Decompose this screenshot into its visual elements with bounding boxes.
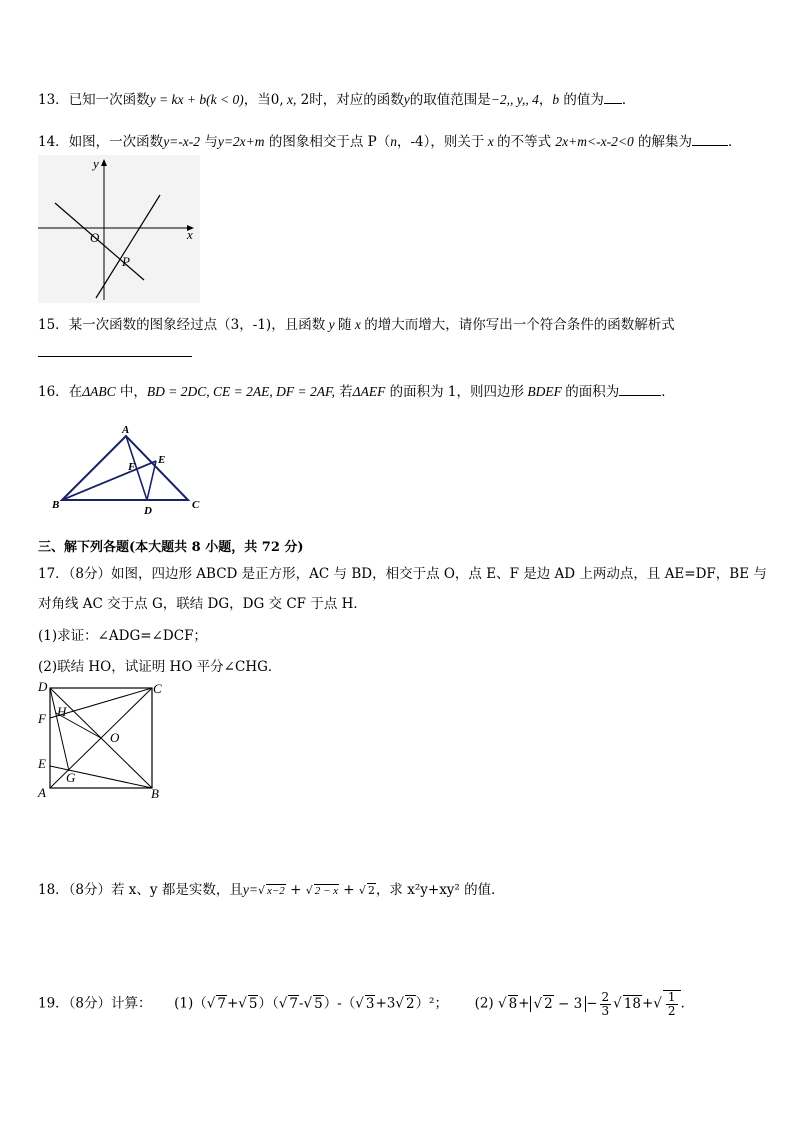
q19-b7: 7 <box>289 995 298 1012</box>
q17-label-c: C <box>153 681 162 696</box>
section-3-heading: 三、解下列各题(本大题共 8 小题，共 72 分) <box>38 540 304 555</box>
q16-label-d: D <box>144 505 152 517</box>
q19-b5: 5 <box>314 995 323 1012</box>
q16-figure <box>48 420 208 518</box>
q16-cond: BD = 2DC, CE = 2AE, DF = 2AF, <box>146 384 335 399</box>
q17-label-g: G <box>66 770 76 785</box>
q16-label-e: E <box>158 454 166 466</box>
q19-sqrt-half: $\frac{1}{2}$ <box>663 990 681 1018</box>
q13-text-3: 2时，对应的函数 <box>296 92 404 108</box>
q16-tri: ΔABC <box>82 384 116 399</box>
q16-text-5: 的面积为 <box>565 384 620 400</box>
q13-b: b <box>552 92 560 107</box>
q18-root-2: 2 − x <box>314 885 339 897</box>
q16-text-4: 的面积为 1，则四边形 <box>385 384 524 400</box>
q14-label-p: P <box>122 254 130 269</box>
q15-answer-blank <box>38 344 192 357</box>
q14-x: x <box>484 134 498 149</box>
question-13 <box>38 88 635 108</box>
q13-text-1: 已知一次函数 <box>68 92 150 108</box>
q13-text-2: ，当0, <box>243 92 284 108</box>
question-19: 19．（8分）计算： (1)（√ 7+√ 5）（√ 7-√ 5）-（√ 3+3√ 2）²； (2) √ 8+ √ 2 − 3 − $\frac{2}{3}$ √ 18+√ $\frac{1}{2}$ . <box>38 989 685 1018</box>
q13-number: 13． <box>38 92 69 108</box>
q19-part-2-label: (2) <box>474 995 494 1012</box>
q18-yeq: y= <box>242 882 258 897</box>
q16-seg-de <box>147 461 156 500</box>
q16-answer-blank <box>619 395 661 396</box>
q16-number: 16． <box>38 384 69 400</box>
q15-x: x <box>351 317 365 332</box>
q19-d8: 8 <box>508 995 518 1012</box>
q17-part-1: (1)求证：∠ADG=∠DCF； <box>38 628 207 644</box>
q18-root-1: x−2 <box>266 885 285 897</box>
q18-plus-1: + <box>285 882 306 898</box>
q14-f2: y=2x+m <box>217 134 265 149</box>
q18-root-3: 2 <box>367 884 375 897</box>
q16-label-b: B <box>52 499 60 511</box>
q13-end: ． <box>621 92 636 108</box>
q14-n: n <box>390 134 397 149</box>
q13-range: −2,, y,, 4 <box>490 92 539 107</box>
q17-label-e: E <box>38 756 46 771</box>
question-15 <box>38 313 675 333</box>
q14-label-y: y <box>93 156 99 171</box>
q19-d18: 18 <box>623 995 641 1012</box>
q15-number: 15． <box>38 317 69 333</box>
q15-text-1: 某一次函数的图象经过点（3，-1)，且函数 <box>68 317 326 333</box>
q14-text-1: 如图，一次函数 <box>68 134 164 150</box>
q14-text-3: 的图象相交于点 P（ <box>264 134 391 150</box>
q17-seg-dg <box>50 688 69 771</box>
q13-y: y <box>403 92 410 107</box>
q19-c2: 2 <box>405 995 415 1012</box>
q19-a5: 5 <box>248 995 258 1012</box>
q14-text-2: 与 <box>200 134 218 150</box>
q14-ineq: 2x+m<-x-2<0 <box>555 134 634 149</box>
q16-label-f: F <box>128 461 136 473</box>
q13-answer-blank <box>604 103 622 104</box>
q17-label-o: O <box>110 730 120 745</box>
q18-text-1: 18．（8分）若 x、y 都是实数，且 <box>38 882 243 898</box>
q15-text-3: 的增大而增大，请你写出一个符合条件的函数解析式 <box>364 317 675 333</box>
q18-plus-2: + <box>339 882 359 898</box>
q14-label-o: O <box>90 230 100 245</box>
q13-text-5: ， <box>538 92 553 108</box>
q13-text-4: 的取值范围是 <box>409 92 491 108</box>
q16-seg-be <box>62 461 156 500</box>
q14-answer-blank <box>692 145 728 146</box>
q14-figure <box>38 155 200 303</box>
q14-number: 14． <box>38 134 69 150</box>
q17-label-h: H <box>57 704 67 719</box>
q19-c3: 3 <box>365 995 375 1012</box>
q13-x: x, <box>283 92 297 107</box>
q17-label-d: D <box>38 679 48 694</box>
q17-line-1: 17．（8分）如图，四边形 ABCD 是正方形，AC 与 BD，相交于点 O，点 E、F 是边 AD 上两动点，且 AE=DF，BE 与 <box>38 566 767 582</box>
q15-y: y <box>325 317 338 332</box>
q16-end: ． <box>661 384 675 400</box>
q19-text-1: 19．（8分）计算： <box>38 995 152 1012</box>
q17-label-f: F <box>38 711 46 726</box>
q19-abs: √ 2 − 3 <box>530 996 587 1012</box>
q14-f1: y=-x-2 <box>163 134 201 149</box>
q13-text-6: 的值为 <box>559 92 604 108</box>
question-14 <box>38 130 742 150</box>
q16-tri2: ΔAEF <box>352 384 386 399</box>
q19-part-1-label: (1)（ <box>174 995 207 1012</box>
question-18: 18．（8分）若 x、y 都是实数，且y=√ x−2 + √ 2 − x + √ 2，求 x²y+xy² 的值． <box>38 882 505 898</box>
q17-label-a: A <box>38 785 46 800</box>
q16-text-3: 若 <box>334 384 353 400</box>
q14-label-x: x <box>187 227 193 242</box>
q19-a7: 7 <box>217 995 226 1012</box>
q18-text-2: ，求 x²y+xy² 的值． <box>375 882 505 898</box>
q17-line-2: 对角线 AC 交于点 G，联结 DG，DG 交 CF 于点 H． <box>38 596 367 612</box>
q19-frac-2-3: $\frac{2}{3}$ <box>601 989 610 1018</box>
q17-part-2: (2)联结 HO，试证明 HO 平分∠CHG． <box>38 659 282 675</box>
q14-text-5: 的不等式 <box>497 134 556 150</box>
q13-formula: y = kx + b(k < 0) <box>149 92 244 107</box>
q16-label-c: C <box>192 499 200 511</box>
q15-text-2: 随 <box>337 317 352 333</box>
q14-end: ． <box>728 134 742 150</box>
q16-triangle-abc <box>62 436 188 500</box>
q14-text-4: ，-4），则关于 <box>396 134 485 150</box>
q16-label-a: A <box>122 424 130 436</box>
q16-text-1: 在 <box>68 384 83 400</box>
question-16 <box>38 380 675 400</box>
q14-text-6: 的解集为 <box>633 134 693 150</box>
q16-quad: BDEF <box>524 384 566 399</box>
q17-figure <box>34 678 170 802</box>
q17-label-b: B <box>151 786 159 801</box>
q16-text-2: 中， <box>115 384 147 400</box>
